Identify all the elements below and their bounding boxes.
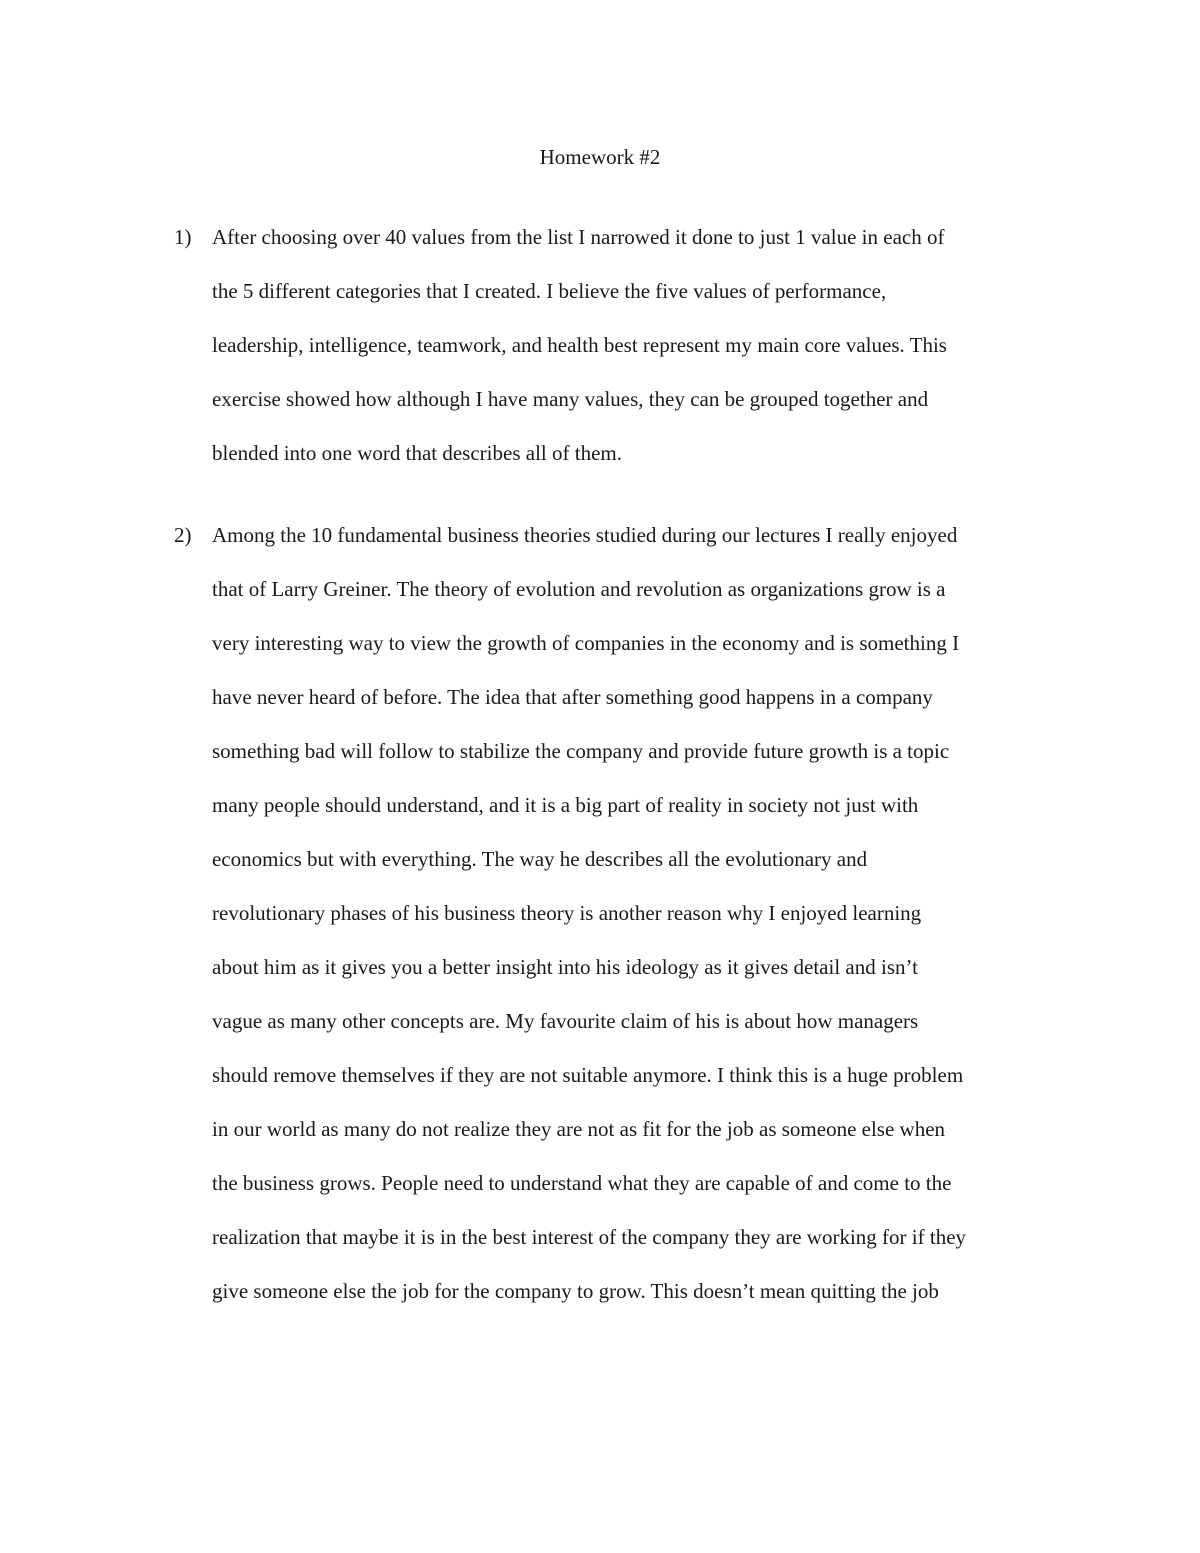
item-2-line-15: give someone else the job for the company to grow. This doesn’t mean quitting the job: [212, 1279, 939, 1303]
item-number: 1): [174, 225, 192, 249]
page-title: Homework #2: [539, 145, 661, 169]
item-2-line-2: that of Larry Greiner. The theory of evolution and revolution as organizations grow is a: [212, 577, 946, 601]
item-2-line-6: many people should understand, and it is a big part of reality in society not just with: [212, 793, 919, 817]
item-2-line-11: should remove themselves if they are not suitable anymore. I think this is a huge problem: [212, 1063, 964, 1087]
item-2-line-12: in our world as many do not realize they are not as fit for the job as someone else when: [212, 1117, 946, 1141]
item-2-line-1: Among the 10 fundamental business theories studied during our lectures I really enjoyed: [212, 523, 958, 547]
item-1-line-1: After choosing over 40 values from the list I narrowed it done to just 1 value in each of: [212, 225, 945, 249]
item-2-line-3: very interesting way to view the growth of companies in the economy and is something I: [212, 631, 960, 655]
item-2-line-10: vague as many other concepts are. My favourite claim of his is about how managers: [212, 1009, 919, 1033]
item-1-line-4: exercise showed how although I have many values, they can be grouped together and: [212, 387, 929, 411]
item-1-line-5: blended into one word that describes all of them.: [212, 441, 622, 465]
item-2-line-5: something bad will follow to stabilize the company and provide future growth is a topic: [212, 739, 950, 763]
item-2-line-9: about him as it gives you a better insight into his ideology as it gives detail and isn’t: [212, 955, 918, 979]
item-number: 2): [174, 523, 192, 547]
item-2-line-7: economics but with everything. The way he describes all the evolutionary and: [212, 847, 868, 871]
item-2-line-13: the business grows. People need to understand what they are capable of and come to the: [212, 1171, 952, 1195]
item-2-line-14: realization that maybe it is in the best interest of the company they are working for if they: [212, 1225, 967, 1249]
item-1-line-2: the 5 different categories that I created. I believe the five values of performance,: [212, 279, 887, 303]
item-2-line-4: have never heard of before. The idea that after something good happens in a company: [212, 685, 933, 709]
item-1-line-3: leadership, intelligence, teamwork, and health best represent my main core values. This: [212, 333, 947, 357]
item-2-line-8: revolutionary phases of his business theory is another reason why I enjoyed learning: [212, 901, 922, 925]
